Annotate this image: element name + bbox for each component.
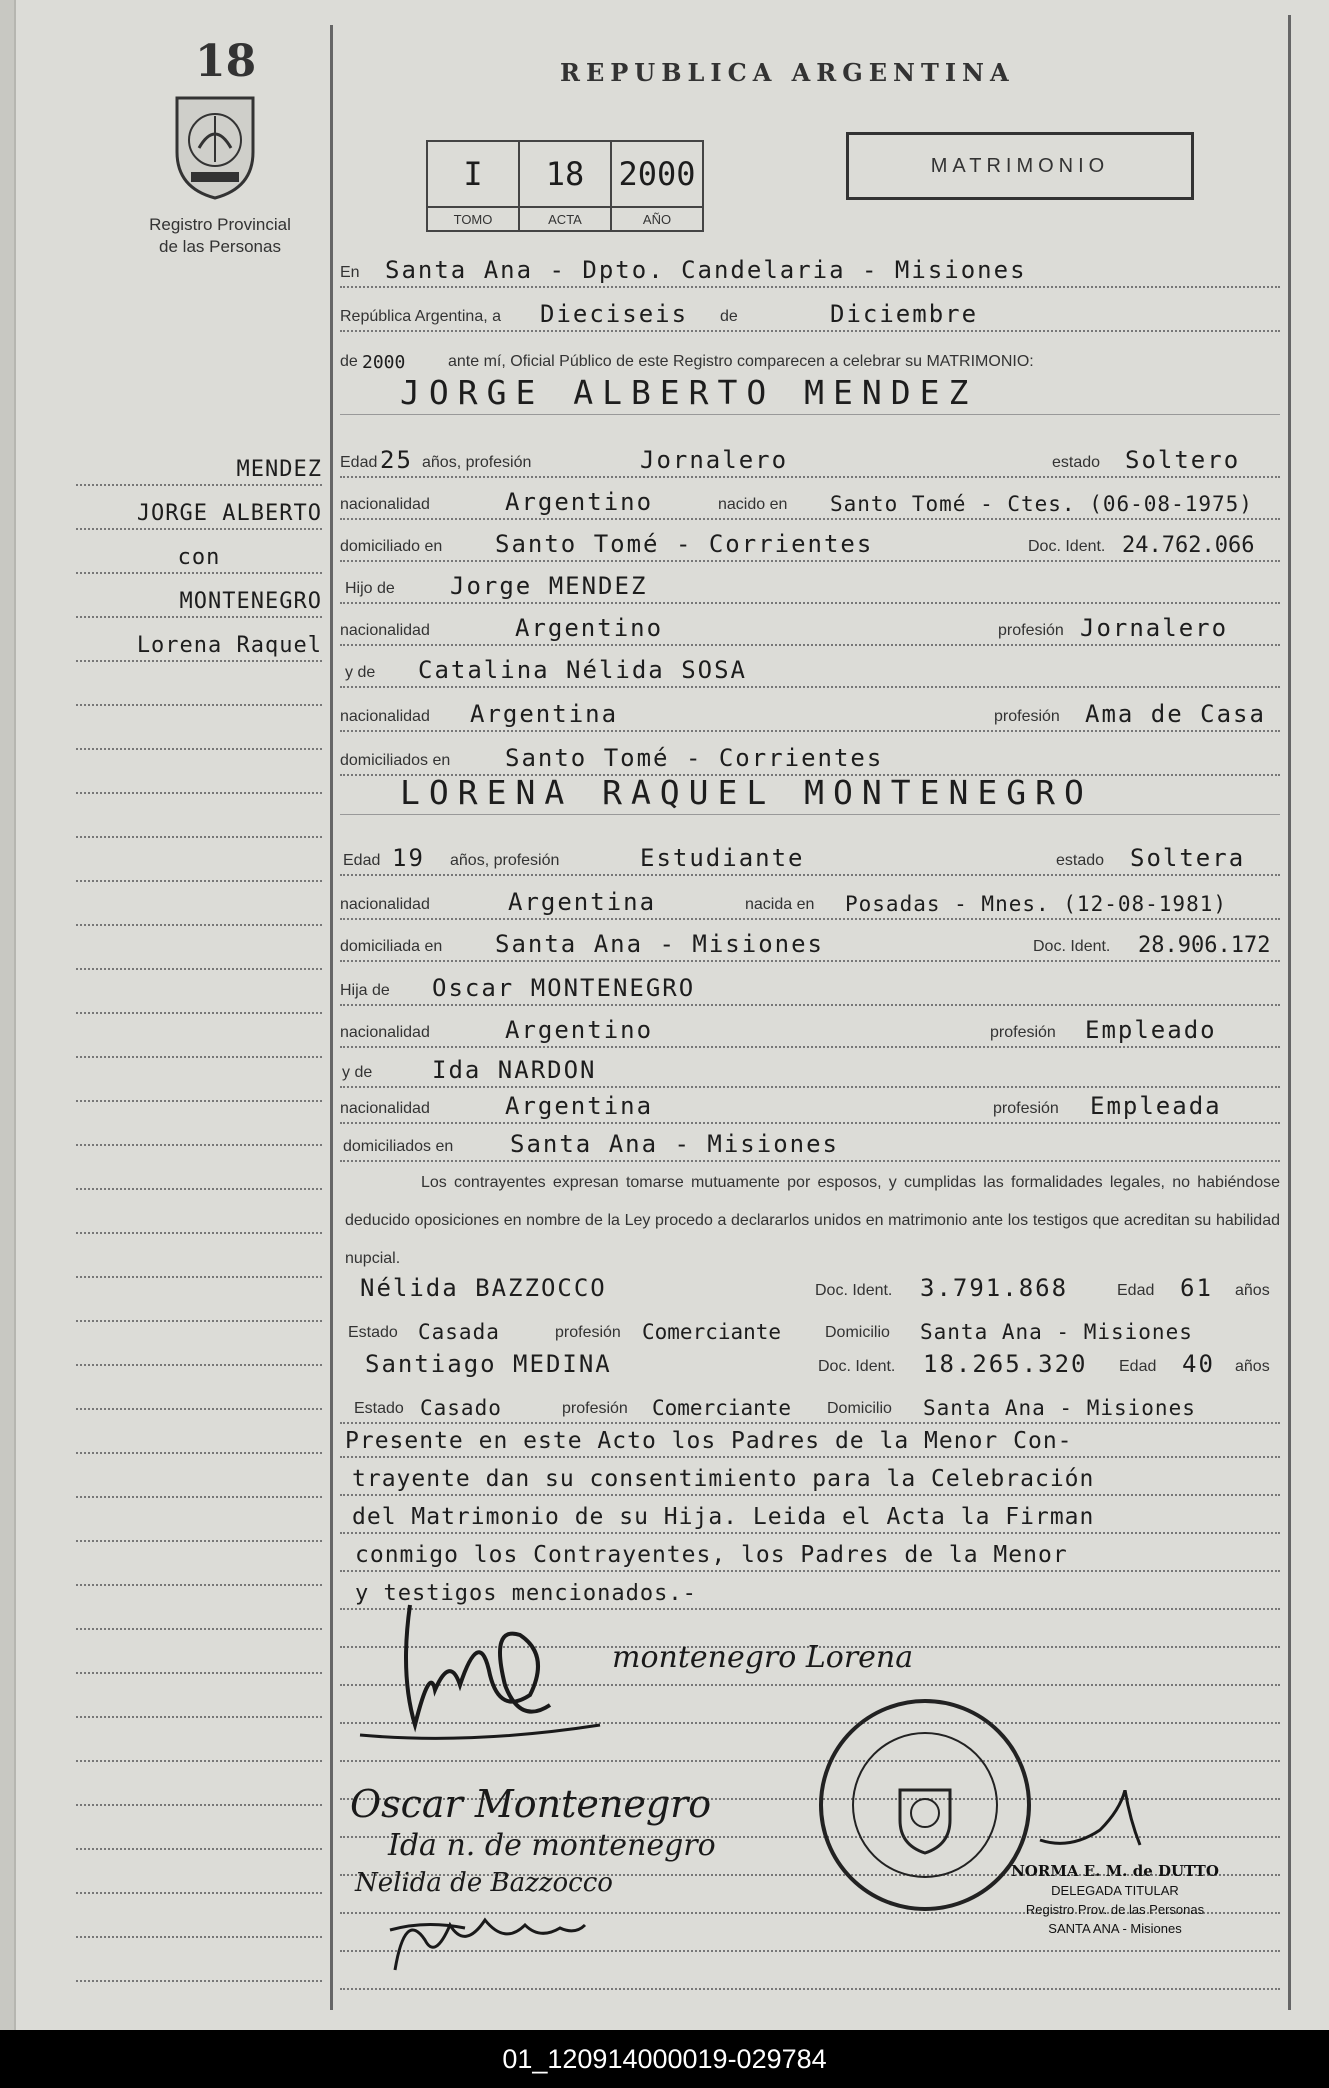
bride-father-nationality: Argentino (505, 1016, 654, 1044)
bride-mother-nationality-line: nacionalidad Argentina profesión Empleada (340, 1086, 1280, 1124)
witness2-profession: Comerciante (652, 1396, 792, 1420)
bride-mother-profession: Empleada (1090, 1092, 1222, 1120)
groom-father: Jorge MENDEZ (450, 572, 648, 600)
groom-mother-profession: Ama de Casa (1085, 700, 1266, 728)
groom-mother: Catalina Nélida SOSA (418, 656, 747, 684)
year-value: 2000 (362, 352, 406, 373)
margin-name-2: JORGE ALBERTO (76, 492, 322, 530)
registry-name (120, 214, 320, 258)
official-stamp (965, 1862, 1265, 1938)
witness2-details-line: Estado Casado profesión Comerciante Domicilio Santa Ana - Misiones (340, 1386, 1280, 1424)
page-binding (0, 0, 16, 2030)
mother-signature: Ida n. de montenegro (388, 1828, 716, 1863)
groom-father-profession: Jornalero (1080, 614, 1229, 642)
bride-mother-line: y de Ida NARDON (340, 1050, 1280, 1088)
groom-mother-nationality: Argentina (470, 700, 619, 728)
witness1-details-line: Estado Casada profesión Comerciante Domicilio Santa Ana - Misiones (348, 1320, 1193, 1344)
note-line-2: trayente dan su consentimiento para la Celebración (340, 1458, 1280, 1496)
margin-name-1: MENDEZ (76, 448, 322, 486)
bride-mother: Ida NARDON (432, 1056, 597, 1084)
bride-age: 19 (392, 844, 425, 872)
margin-name-4: MONTENEGRO (76, 580, 322, 618)
bride-address-line: domiciliada en Santa Ana - Misiones Doc. Ident. 28.906.172 (340, 924, 1280, 962)
bride-parents-address-line: domiciliados en Santa Ana - Misiones (340, 1124, 1280, 1162)
note-line-1: Presente en este Acto los Padres de la Menor Con- (340, 1420, 1280, 1458)
de2-label: de (340, 353, 358, 370)
note-line-3: del Matrimonio de su Hija. Leida el Acta la Firman (340, 1496, 1280, 1534)
page-number: 18 (195, 36, 257, 87)
bride-mother-nationality: Argentina (505, 1092, 654, 1120)
bride-father-profession: Empleado (1085, 1016, 1217, 1044)
tomo-value: I (427, 141, 519, 207)
day-value: Dieciseis (540, 300, 689, 328)
month-value: Diciembre (830, 300, 979, 328)
witness1-address: Santa Ana - Misiones (920, 1320, 1193, 1344)
witness2-age: 40 (1182, 1350, 1215, 1378)
certificate-type: MATRIMONIO (846, 132, 1194, 200)
bride-father-nationality-line: nacionalidad Argentino profesión Empleado (340, 1010, 1280, 1048)
father-signature: Oscar Montenegro (350, 1782, 712, 1826)
anio-label: AÑO (611, 207, 703, 231)
acta-label: ACTA (519, 207, 611, 231)
groom-nationality: Argentino (505, 488, 654, 516)
witness1-status: Casada (418, 1320, 500, 1344)
groom-name-line (340, 373, 1280, 415)
witness1-doc: 3.791.868 (920, 1274, 1069, 1302)
republica-label: República Argentina, a (340, 308, 501, 325)
year-line (340, 339, 1280, 375)
note-line-5: y testigos mencionados.- (340, 1572, 1280, 1610)
bride-name: LORENA RAQUEL MONTENEGRO (400, 773, 1093, 812)
bride-profession: Estudiante (640, 844, 805, 872)
anio-value: 2000 (611, 141, 703, 207)
witness1-name: Nélida BAZZOCCO (360, 1274, 607, 1302)
bride-nationality: Argentina (508, 888, 657, 916)
bride-nationality-line: nacionalidad Argentina nacida en Posadas - Mnes. (12-08-1981) (340, 882, 1280, 920)
note-line-4: conmigo los Contrayentes, los Padres de la Menor (340, 1534, 1280, 1572)
groom-address: Santo Tomé - Corrientes (495, 530, 874, 558)
witness2-address: Santa Ana - Misiones (923, 1396, 1196, 1420)
groom-age-line: Edad 25 años, profesión Jornalero estado Soltero (340, 440, 1280, 478)
official-signature (1030, 1790, 1150, 1860)
bride-address: Santa Ana - Misiones (495, 930, 824, 958)
tomo-label: TOMO (427, 207, 519, 231)
province-crest-icon (165, 92, 265, 202)
groom-mother-line: y de Catalina Nélida SOSA (340, 650, 1280, 688)
acta-number-box (426, 140, 704, 232)
groom-nationality-line: nacionalidad Argentino nacido en Santo Tomé - Ctes. (06-08-1975) (340, 482, 1280, 520)
margin-divider (330, 25, 333, 2010)
groom-profession: Jornalero (640, 446, 789, 474)
place-line (340, 250, 1280, 288)
groom-signature (340, 1595, 620, 1755)
witness2-doc: 18.265.320 (923, 1350, 1088, 1378)
bride-doc: 28.906.172 (1138, 933, 1271, 958)
official-place: SANTA ANA - Misiones (1048, 1921, 1182, 1936)
witness1-age: 61 (1180, 1274, 1213, 1302)
witness1-line: Nélida BAZZOCCO Doc. Ident. 3.791.868 Edad 61 años (360, 1274, 1270, 1302)
groom-doc: 24.762.066 (1122, 533, 1255, 558)
witness2-signature (365, 1900, 605, 1980)
comparecen-label: ante mí, Oficial Público de este Registro comparecen a celebrar su MATRIMONIO: (448, 353, 1034, 370)
groom-father-nationality: Argentino (515, 614, 664, 642)
official-name: NORMA E. M. de DUTTO (1011, 1862, 1219, 1880)
groom-name: JORGE ALBERTO MENDEZ (400, 373, 978, 412)
de-label: de (720, 308, 738, 325)
groom-father-nationality-line: nacionalidad Argentino profesión Jornalero (340, 608, 1280, 646)
witness1-signature: Nelida de Bazzocco (355, 1868, 613, 1898)
witness2-name: Santiago MEDINA (365, 1350, 612, 1378)
bride-age-line: Edad 19 años, profesión Estudiante estado Soltera (340, 838, 1280, 876)
witness2-status: Casado (420, 1396, 502, 1420)
registry-line-2: de las Personas (159, 237, 281, 256)
official-office: Registro Prov. de las Personas (1025, 1902, 1205, 1917)
witness1-profession: Comerciante (642, 1320, 782, 1344)
right-border (1288, 15, 1291, 2010)
bride-birthplace: Posadas - Mnes. (12-08-1981) (845, 892, 1228, 916)
registry-line-1: Registro Provincial (149, 215, 291, 234)
en-label: En (340, 264, 360, 281)
groom-mother-nationality-line: nacionalidad Argentina profesión Ama de Casa (340, 694, 1280, 732)
date-line (340, 294, 1280, 332)
groom-address-line: domiciliado en Santo Tomé - Corrientes Doc. Ident. 24.762.066 (340, 524, 1280, 562)
margin-name-3: con (76, 536, 322, 574)
witness2-line: Santiago MEDINA Doc. Ident. 18.265.320 Edad 40 años (365, 1350, 1270, 1378)
bride-father: Oscar MONTENEGRO (432, 974, 696, 1002)
document-id: 01_120914000019-029784 (502, 2044, 827, 2074)
bride-name-line (340, 773, 1280, 815)
official-role: DELEGADA TITULAR (1051, 1883, 1179, 1898)
groom-parents-address: Santo Tomé - Corrientes (505, 744, 884, 772)
groom-parents-address-line: domiciliados en Santo Tomé - Corrientes (340, 738, 1280, 776)
bride-status: Soltera (1130, 844, 1246, 872)
country-header: REPUBLICA ARGENTINA (560, 58, 1015, 87)
groom-birthplace: Santo Tomé - Ctes. (06-08-1975) (830, 492, 1253, 516)
acta-value: 18 (519, 141, 611, 207)
place-value: Santa Ana - Dpto. Candelaria - Misiones (385, 256, 1027, 284)
groom-status: Soltero (1125, 446, 1241, 474)
margin-name-5: Lorena Raquel (76, 624, 322, 662)
bride-parents-address: Santa Ana - Misiones (510, 1130, 839, 1158)
bride-signature: montenegro Lorena (612, 1640, 914, 1675)
groom-age: 25 (380, 446, 413, 474)
declaration-text: Los contrayentes expresan tomarse mutuamente por esposos, y cumplidas las formalidades legales, no habiéndose deducido oposiciones en nombre de la Ley procedo a declararlos unidos en matrimonio ante los testigos que acreditan su habilidad nupcial. (345, 1174, 1280, 1267)
bride-father-line: Hija de Oscar MONTENEGRO (340, 968, 1280, 1006)
groom-father-line: Hijo de Jorge MENDEZ (340, 566, 1280, 604)
